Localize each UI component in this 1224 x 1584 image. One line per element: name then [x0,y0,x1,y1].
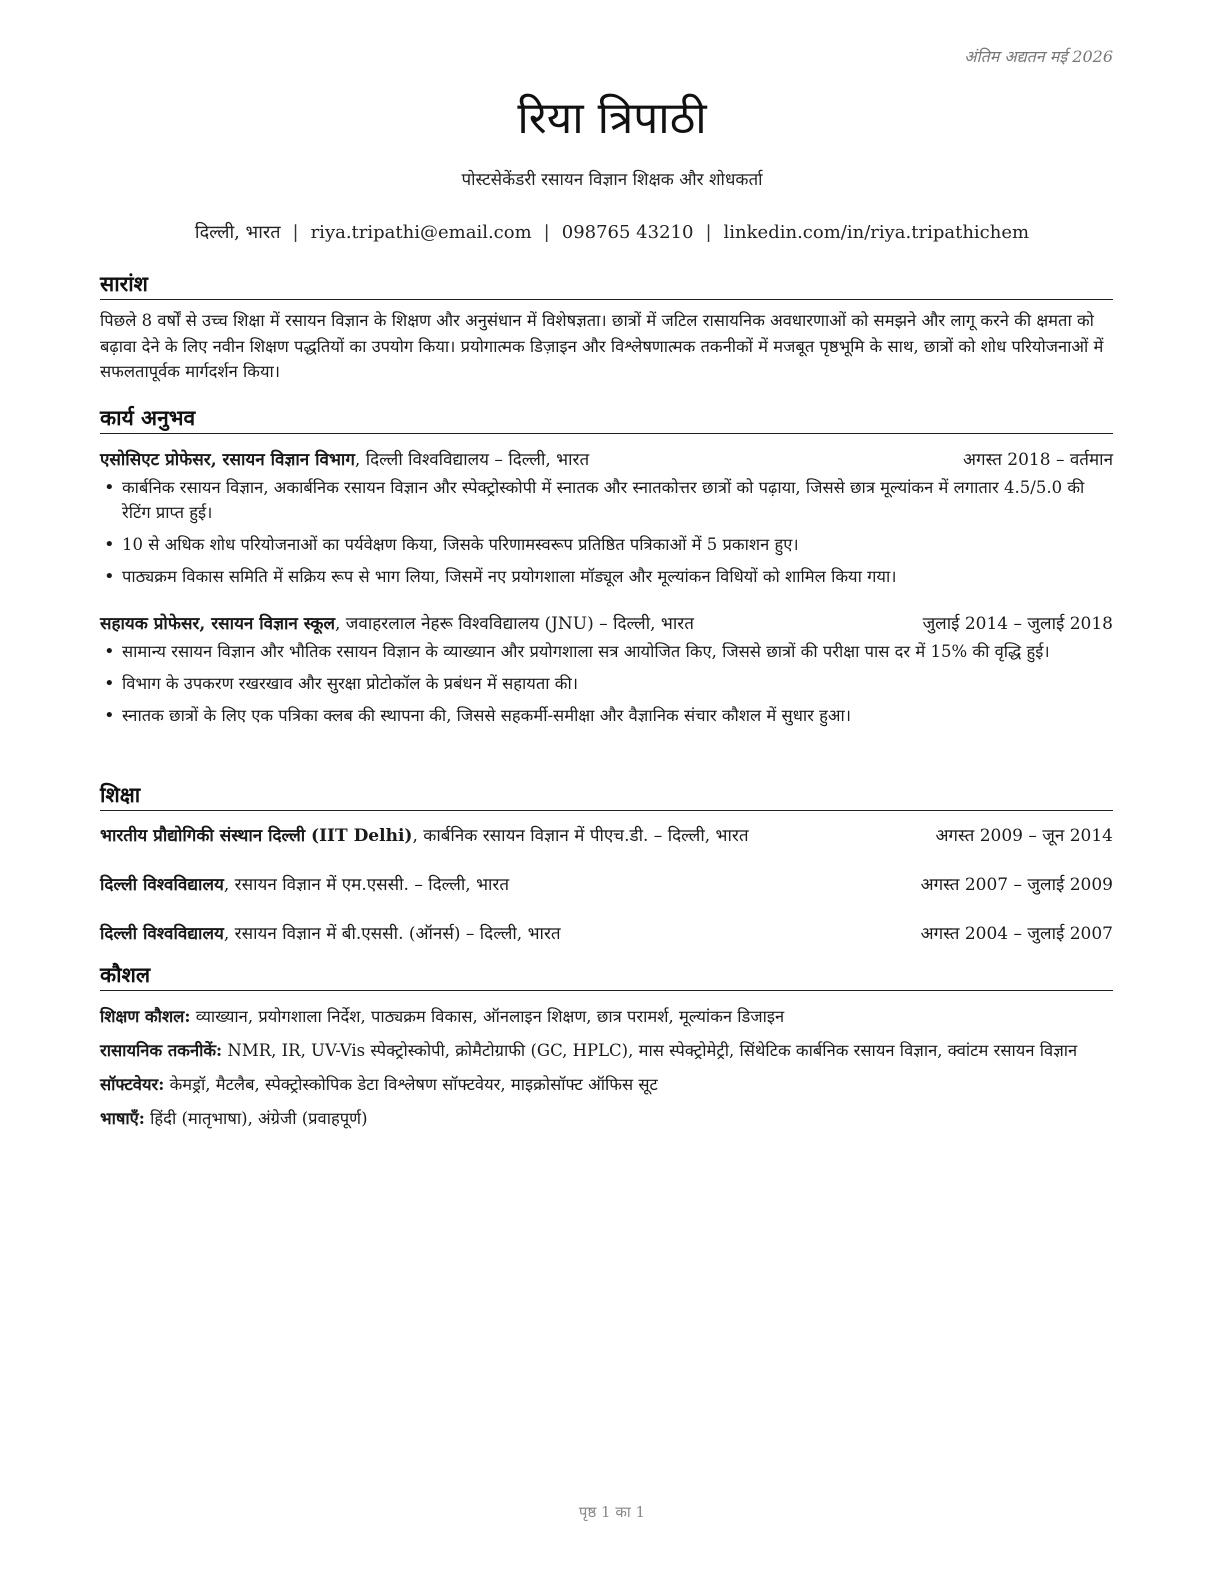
education-dates: अगस्त 2009 – जून 2014 [935,826,1113,846]
page-number: पृष्ठ 1 का 1 [578,1503,646,1521]
education-institution: दिल्ली विश्वविद्यालय [100,924,224,944]
job-bullets [100,639,1113,728]
education-entry [100,872,1113,898]
education-detail: , रसायन विज्ञान में एम.एससी. – दिल्ली, भारत [223,875,510,895]
contact-line [0,220,1224,244]
job-dates: जुलाई 2014 – जुलाई 2018 [922,614,1113,634]
job-bullet: • स्नातक छात्रों के लिए एक पत्रिका क्लब की स्थापना की, जिससे सहकर्मी-समीक्षा और वैज्ञानिक संचार कौशल में सुधार हुआ। [122,703,1113,728]
candidate-subtitle: पोस्टसेकेंडरी रसायन विज्ञान शिक्षक और शोधकर्ता [461,170,763,190]
contact-phone: 098765 43210 [561,222,694,243]
education-dates: अगस्त 2004 – जुलाई 2007 [920,924,1113,944]
skill-value: व्याख्यान, प्रयोगशाला निर्देश, पाठ्यक्रम विकास, ऑनलाइन शिक्षण, छात्र परामर्श, मूल्यांकन डिजाइन [190,1007,785,1026]
job-entry [100,611,1113,728]
job-header [100,447,1113,473]
job-bullets [100,475,1113,589]
education-entry [100,921,1113,947]
education-detail: , कार्बनिक रसायन विज्ञान में पीएच.डी. – दिल्ली, भारत [412,826,749,846]
candidate-name: रिया त्रिपाठी [517,93,707,144]
skill-label: रासायनिक तकनीकें: [100,1041,223,1060]
contact-email[interactable]: riya.tripathi@email.com [310,222,532,243]
education-detail: , रसायन विज्ञान में बी.एससी. (ऑनर्स) – दिल्ली, भारत [223,924,561,944]
job-org: , दिल्ली विश्वविद्यालय – दिल्ली, भारत [354,450,590,470]
skills-section [100,961,1113,1140]
job-title: एसोसिएट प्रोफेसर, रसायन विज्ञान विभाग [100,450,355,470]
job-header [100,611,1113,637]
skill-value: हिंदी (मातृभाषा), अंग्रेजी (प्रवाहपूर्ण) [144,1109,368,1128]
skill-label: शिक्षण कौशल: [100,1007,191,1026]
skills-list [100,1004,1113,1131]
summary-section [100,270,1113,385]
education-dates: अगस्त 2007 – जुलाई 2009 [920,875,1113,895]
contact-separator: | [292,222,299,243]
skill-row [100,1004,1113,1029]
education-institution: भारतीय प्रौद्योगिकी संस्थान दिल्ली (IIT Delhi) [100,826,413,846]
skill-value: NMR, IR, UV-Vis स्पेक्ट्रोस्कोपी, क्रोमैटोग्राफी (GC, HPLC), मास स्पेक्ट्रोमेट्री, सिंथेटिक कार्बनिक रसायन विज्ञान, क्वांटम रसायन विज्ञान [222,1041,1078,1060]
experience-heading: कार्य अनुभव [100,404,1113,434]
job-dates: अगस्त 2018 – वर्तमान [963,450,1113,470]
experience-section [100,404,1113,735]
job-bullet: • कार्बनिक रसायन विज्ञान, अकार्बनिक रसायन विज्ञान और स्पेक्ट्रोस्कोपी में स्नातक और स्नातकोत्तर छात्रों को पढ़ाया, जिससे छात्र मूल्यांकन में लगातार 4.5/5.0 की रेटिंग प्राप्त हुई। [122,475,1113,525]
skill-label: भाषाएँ: [100,1109,145,1128]
contact-location: दिल्ली, भारत [194,222,281,243]
last-updated: अंतिम अद्यतन मई 2026 [964,47,1113,66]
skill-row [100,1106,1113,1131]
skill-label: सॉफ्टवेयर: [100,1075,165,1094]
job-entry [100,447,1113,589]
contact-linkedin[interactable]: linkedin.com/in/riya.tripathichem [723,222,1030,243]
skill-value: केमड्रॉ, मैटलैब, स्पेक्ट्रोस्कोपिक डेटा विश्लेषण सॉफ्टवेयर, माइक्रोसॉफ्ट ऑफिस सूट [164,1075,658,1094]
job-bullet: • पाठ्यक्रम विकास समिति में सक्रिय रूप से भाग लिया, जिसमें नए प्रयोगशाला मॉड्यूल और मूल्यांकन विधियों को शामिल किया गया। [122,564,1113,589]
job-bullet: • विभाग के उपकरण रखरखाव और सुरक्षा प्रोटोकॉल के प्रबंधन में सहायता की। [122,671,1113,696]
job-org: , जवाहरलाल नेहरू विश्वविद्यालय (JNU) – दिल्ली, भारत [335,614,694,634]
education-section [100,781,1113,947]
summary-heading: सारांश [100,270,1113,300]
education-heading: शिक्षा [100,781,1113,811]
job-title: सहायक प्रोफेसर, रसायन विज्ञान स्कूल [100,614,335,634]
job-bullet: • सामान्य रसायन विज्ञान और भौतिक रसायन विज्ञान के व्याख्यान और प्रयोगशाला सत्र आयोजित किए, जिससे छात्रों की परीक्षा पास दर में 15% की वृद्धि हुई। [122,639,1113,664]
summary-text: पिछले 8 वर्षों से उच्च शिक्षा में रसायन विज्ञान के शिक्षण और अनुसंधान में विशेषज्ञता। छात्रों में जटिल रासायनिक अवधारणाओं को समझने और लागू करने की क्षमता को बढ़ावा देने के लिए नवीन शिक्षण पद्धतियों का उपयोग किया। प्रयोगात्मक डिज़ाइन और विश्लेषणात्मक तकनीकों में मजबूत पृष्ठभूमि के साथ, छात्रों को शोध परियोजनाओं में सफलतापूर्वक मार्गदर्शन किया। [100,311,1104,381]
contact-separator: | [705,222,712,243]
education-institution: दिल्ली विश्वविद्यालय [100,875,224,895]
skill-row [100,1038,1113,1063]
education-entry [100,823,1113,849]
skills-heading: कौशल [100,961,1113,991]
skill-row [100,1072,1113,1097]
contact-separator: | [543,222,550,243]
job-bullet: • 10 से अधिक शोध परियोजनाओं का पर्यवेक्षण किया, जिसके परिणामस्वरूप प्रतिष्ठित पत्रिकाओं में 5 प्रकाशन हुए। [122,532,1113,557]
